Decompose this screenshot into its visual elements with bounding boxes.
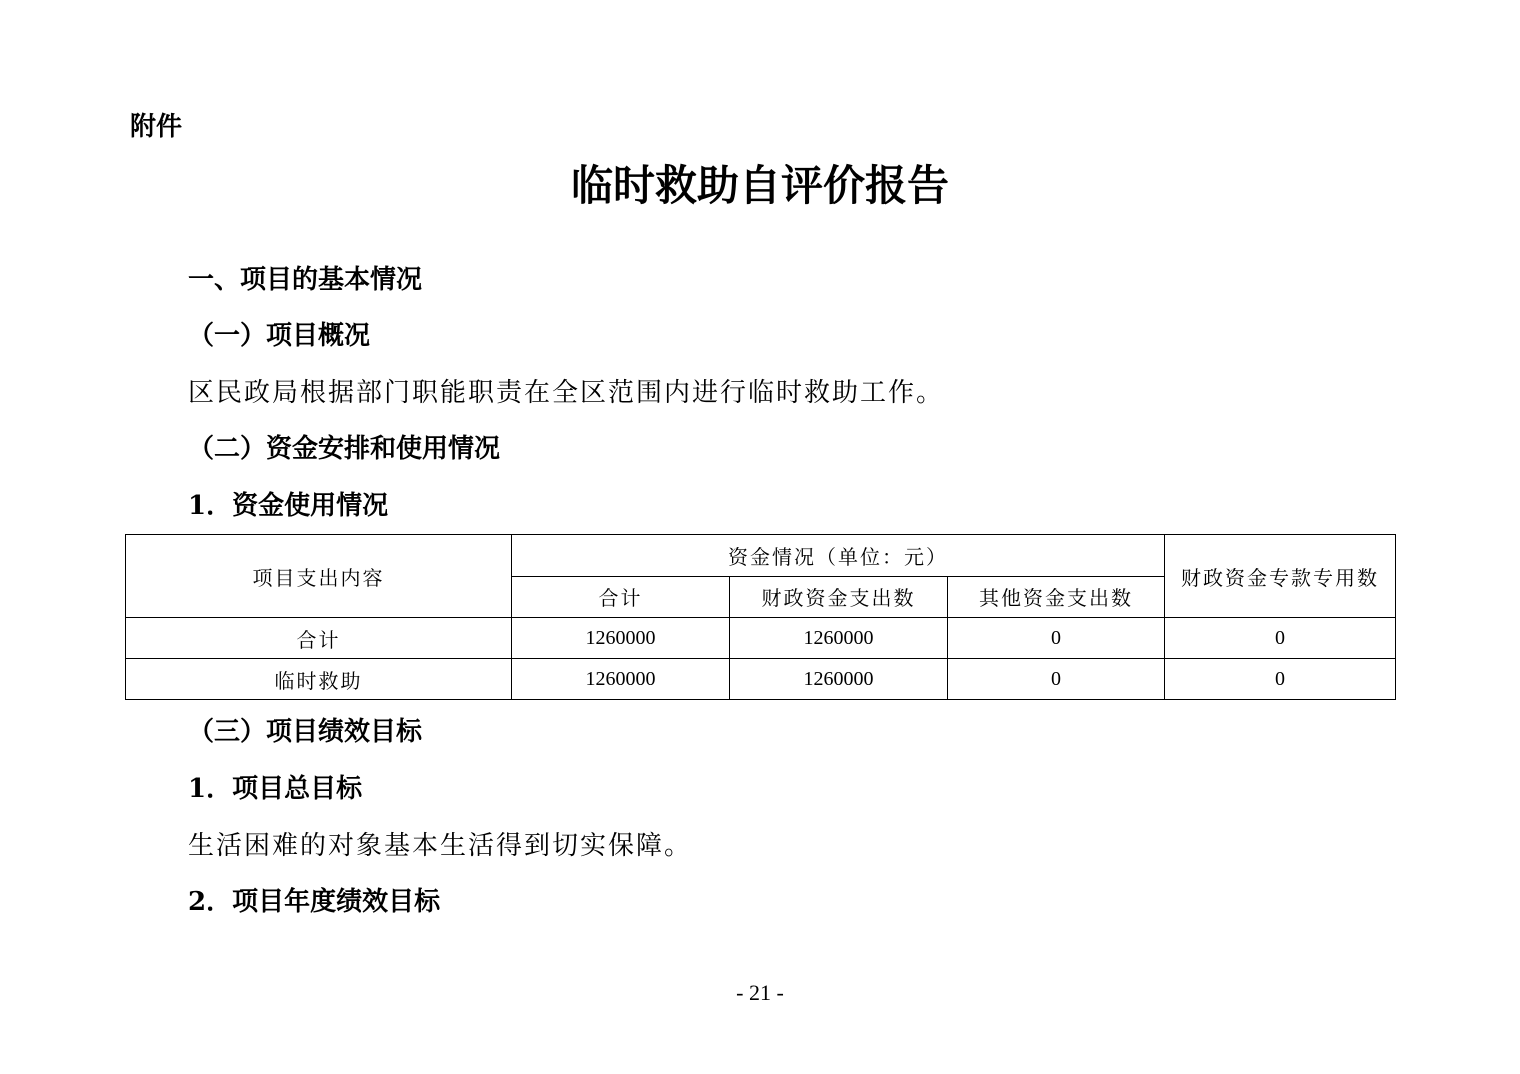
table-header-total: 合计 xyxy=(512,576,730,618)
table-cell-total: 1260000 xyxy=(512,659,730,700)
table-header-item: 项目支出内容 xyxy=(126,535,512,618)
table-cell-total: 1260000 xyxy=(512,618,730,659)
table-header-fiscal: 财政资金支出数 xyxy=(730,576,948,618)
table-cell-other: 0 xyxy=(948,618,1165,659)
attachment-label: 附件 xyxy=(130,112,183,142)
page-number: - 21 - xyxy=(736,980,784,1005)
table-cell-other: 0 xyxy=(948,659,1165,700)
table-row xyxy=(126,659,1396,700)
subsection-heading-overview: （一）项目概况 xyxy=(188,321,371,351)
overall-target-paragraph: 生活困难的对象基本生活得到切实保障。 xyxy=(188,831,693,861)
table-cell-special: 0 xyxy=(1165,659,1396,700)
fund-usage-table xyxy=(125,534,1396,700)
table-header-other: 其他资金支出数 xyxy=(948,576,1165,618)
table-cell-item: 合计 xyxy=(126,618,512,659)
item-heading-overall-target: 1．项目总目标 xyxy=(188,774,363,804)
subsection-heading-targets: （三）项目绩效目标 xyxy=(188,717,423,747)
table-cell-fiscal: 1260000 xyxy=(730,618,948,659)
subsection-heading-funding: （二）资金安排和使用情况 xyxy=(188,434,501,464)
table-header-special: 财政资金专款专用数 xyxy=(1165,535,1396,618)
table-cell-item: 临时救助 xyxy=(126,659,512,700)
item-heading-annual-target: 2．项目年度绩效目标 xyxy=(188,887,441,917)
table-cell-fiscal: 1260000 xyxy=(730,659,948,700)
report-title: 临时救助自评价报告 xyxy=(570,161,949,210)
table-header-row xyxy=(126,535,1396,577)
overview-paragraph: 区民政局根据部门职能职责在全区范围内进行临时救助工作。 xyxy=(188,378,945,408)
item-heading-fund-usage: 1．资金使用情况 xyxy=(188,491,389,521)
table-header-fund-group: 资金情况（单位：元） xyxy=(512,535,1165,577)
table-cell-special: 0 xyxy=(1165,618,1396,659)
table-row xyxy=(126,618,1396,659)
section-heading-basic-info: 一、项目的基本情况 xyxy=(188,265,423,295)
